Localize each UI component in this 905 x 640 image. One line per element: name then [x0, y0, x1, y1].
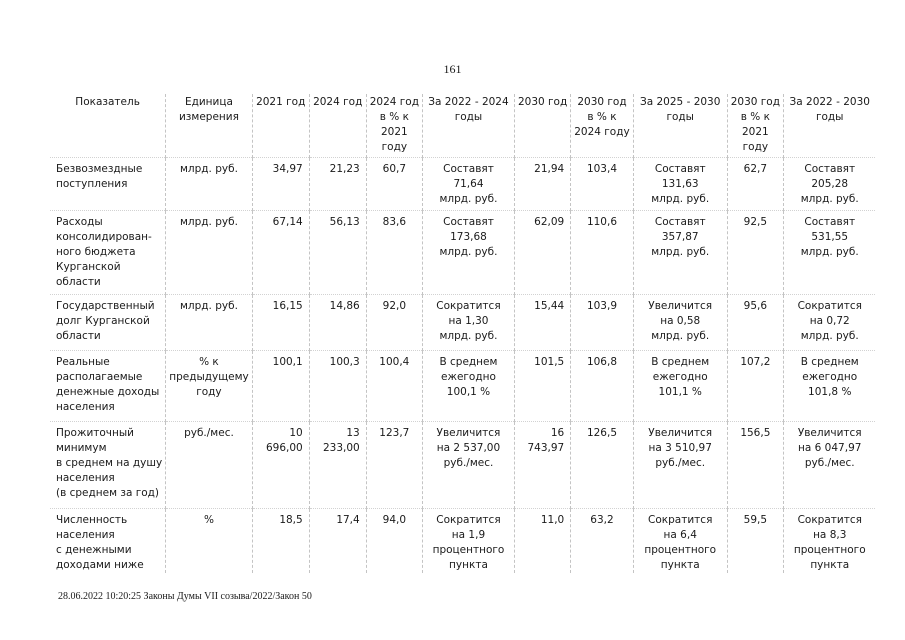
- unit-cell: млрд. руб.: [166, 158, 253, 211]
- unit-cell: %: [166, 509, 253, 574]
- value-2021: 34,97: [252, 158, 309, 211]
- header-cell: За 2022 - 2024 годы: [422, 94, 514, 158]
- value-2021: 100,1: [252, 351, 309, 422]
- value-2030: 62,09: [514, 211, 570, 295]
- value-2021: 67,14: [252, 211, 309, 295]
- pct-2030-2024: 110,6: [571, 211, 633, 295]
- change-2022-2024: Составят 71,64 млрд. руб.: [422, 158, 514, 211]
- indicator-cell: Численность населения с денежными доходами ниже: [50, 509, 166, 574]
- header-cell: 2021 год: [252, 94, 309, 158]
- table-row: [50, 295, 875, 351]
- change-2022-2024: Сократится на 1,30 млрд. руб.: [422, 295, 514, 351]
- indicator-cell: Безвозмездные поступления: [50, 158, 166, 211]
- unit-cell: руб./мес.: [166, 422, 253, 509]
- pct-2024-2021: 94,0: [366, 509, 422, 574]
- pct-2024-2021: 100,4: [366, 351, 422, 422]
- pct-2030-2024: 126,5: [571, 422, 633, 509]
- indicator-cell: Расходы консолидирован- ного бюджета Курганской области: [50, 211, 166, 295]
- change-2025-2030: Увеличится на 3 510,97 руб./мес.: [633, 422, 727, 509]
- change-2022-2030: Составят 531,55 млрд. руб.: [783, 211, 875, 295]
- header-row: [50, 94, 875, 158]
- change-2025-2030: Составят 357,87 млрд. руб.: [633, 211, 727, 295]
- unit-cell: млрд. руб.: [166, 295, 253, 351]
- header-cell: 2024 год: [309, 94, 366, 158]
- pct-2024-2021: 83,6: [366, 211, 422, 295]
- change-2025-2030: В среднем ежегодно 101,1 %: [633, 351, 727, 422]
- value-2021: 16,15: [252, 295, 309, 351]
- header-cell: Единица измерения: [166, 94, 253, 158]
- pct-2030-2024: 103,9: [571, 295, 633, 351]
- header-cell: 2030 год в % к 2024 году: [571, 94, 633, 158]
- value-2030: 16 743,97: [514, 422, 570, 509]
- change-2025-2030: Сократится на 6,4 процентного пункта: [633, 509, 727, 574]
- unit-cell: % к предыдущему году: [166, 351, 253, 422]
- pct-2030-2024: 63,2: [571, 509, 633, 574]
- indicator-cell: Прожиточный минимум в среднем на душу населения (в среднем за год): [50, 422, 166, 509]
- table-row: [50, 211, 875, 295]
- pct-2030-2021: 95,6: [727, 295, 783, 351]
- indicator-cell: Государственный долг Курганской области: [50, 295, 166, 351]
- value-2024: 14,86: [309, 295, 366, 351]
- change-2025-2030: Составят 131,63 млрд. руб.: [633, 158, 727, 211]
- value-2030: 101,5: [514, 351, 570, 422]
- header-cell: За 2022 - 2030 годы: [783, 94, 875, 158]
- change-2022-2024: Составят 173,68 млрд. руб.: [422, 211, 514, 295]
- change-2025-2030: Увеличится на 0,58 млрд. руб.: [633, 295, 727, 351]
- table-row: [50, 509, 875, 574]
- pct-2024-2021: 92,0: [366, 295, 422, 351]
- change-2022-2024: В среднем ежегодно 100,1 %: [422, 351, 514, 422]
- value-2024: 13 233,00: [309, 422, 366, 509]
- pct-2030-2021: 156,5: [727, 422, 783, 509]
- change-2022-2024: Сократится на 1,9 процентного пункта: [422, 509, 514, 574]
- value-2024: 21,23: [309, 158, 366, 211]
- table-row: [50, 158, 875, 211]
- value-2021: 10 696,00: [252, 422, 309, 509]
- pct-2030-2021: 107,2: [727, 351, 783, 422]
- change-2022-2030: Составят 205,28 млрд. руб.: [783, 158, 875, 211]
- table-row: [50, 351, 875, 422]
- value-2024: 56,13: [309, 211, 366, 295]
- indicators-table: [50, 94, 875, 573]
- document-footer: 28.06.2022 10:20:25 Законы Думы VII созыва/2022/Закон 50: [58, 591, 312, 602]
- value-2021: 18,5: [252, 509, 309, 574]
- header-cell: 2024 год в % к 2021 году: [366, 94, 422, 158]
- change-2022-2030: Сократится на 0,72 млрд. руб.: [783, 295, 875, 351]
- pct-2030-2021: 92,5: [727, 211, 783, 295]
- pct-2030-2024: 103,4: [571, 158, 633, 211]
- value-2024: 17,4: [309, 509, 366, 574]
- unit-cell: млрд. руб.: [166, 211, 253, 295]
- page-number: 161: [443, 62, 462, 76]
- change-2022-2030: Сократится на 8,3 процентного пункта: [783, 509, 875, 574]
- header-cell: 2030 год в % к 2021 году: [727, 94, 783, 158]
- pct-2030-2021: 62,7: [727, 158, 783, 211]
- pct-2030-2021: 59,5: [727, 509, 783, 574]
- pct-2030-2024: 106,8: [571, 351, 633, 422]
- change-2022-2030: Увеличится на 6 047,97 руб./мес.: [783, 422, 875, 509]
- pct-2024-2021: 60,7: [366, 158, 422, 211]
- value-2030: 21,94: [514, 158, 570, 211]
- value-2030: 11,0: [514, 509, 570, 574]
- table-row: [50, 422, 875, 509]
- header-cell: За 2025 - 2030 годы: [633, 94, 727, 158]
- value-2024: 100,3: [309, 351, 366, 422]
- pct-2024-2021: 123,7: [366, 422, 422, 509]
- value-2030: 15,44: [514, 295, 570, 351]
- change-2022-2030: В среднем ежегодно 101,8 %: [783, 351, 875, 422]
- indicator-cell: Реальные располагаемые денежные доходы населения: [50, 351, 166, 422]
- header-cell: Показатель: [75, 96, 140, 108]
- header-cell: 2030 год: [514, 94, 570, 158]
- change-2022-2024: Увеличится на 2 537,00 руб./мес.: [422, 422, 514, 509]
